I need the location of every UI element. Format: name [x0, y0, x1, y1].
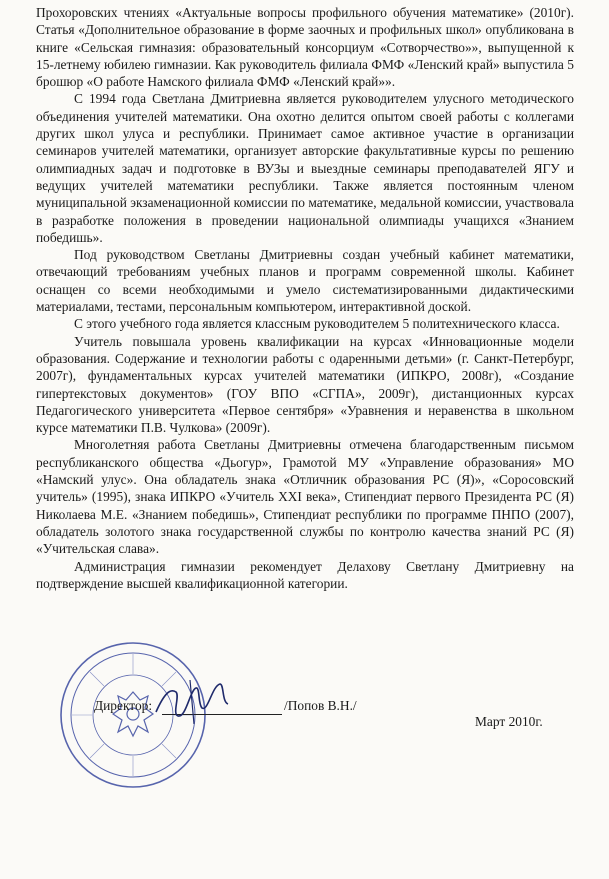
paragraph-7: Администрация гимназии рекомендует Делахову Светлану Дмитриевну на подтверждение высшей квалификационной категории. [36, 558, 574, 591]
paragraph-4: С этого учебного года является классным руководителем 5 политехнического класса. [74, 316, 560, 332]
paragraph-3: Под руководством Светланы Дмитриевны создан учебный кабинет математики, отвечающий требованиям учебных планов и программ современной школы. Кабинет оснащен со всеми необходимыми и умело систематизированными дидактическими материалами, тестами, персональным компьютером, интерактивной доской. [36, 247, 574, 315]
paragraph-2: С 1994 года Светлана Дмитриевна является руководителем улусного методического объединения учителей математики. Она охотно делится опытом своей работы с коллегами других школ улуса и республики. Принимает самое активное участие в организации семинаров учителей математики, организует авторские факультативные курсы по решению олимпиадных задач и подготовке в ВУЗы и выездные семинары преподавателей ЯГУ и ведущих учителей математики республики. Также является постоянным членом муниципальной экзаменационной комиссии по математике, медальной комиссии, участвовала в разработке положения в проведении национальной олимпиады учащихся «Знанием победишь». [36, 91, 574, 245]
document-date: Март 2010г. [475, 714, 543, 729]
document-body [36, 4, 574, 592]
paragraph-5: Учитель повышала уровень квалификации на курсах «Инновационные модели образования. Содержание и технологии работы с одаренными детьми» (г. Санкт-Петербург, 2007г), фундаментальных курсах учителей математики (ИПКРО, 2008г), «Создание гипертекстовых документов» (ГОУ ВПО «СГПА», 2009г), дистанционных курсах Педагогического университета «Первое сентября» «Уравнения и неравенства в школьном курсе математики П.В. Чулкова» (2009г). [36, 333, 574, 436]
handwritten-signature [150, 674, 240, 730]
paragraph-1: Прохоровских чтениях «Актуальные вопросы профильного обучения математике» (2010г). Статья «Дополнительное образование в форме заочных и профильных школ» опубликована в книге «Сельская гимназия: образовательный консорциум «Сотворчество»», выпущенной к 15-летнему юбилею гимназии. Как руководитель филиала ФМФ «Ленский край» выпустила 5 брошюр «О работе Намского филиала ФМФ «Ленский край»». [36, 5, 574, 90]
signer-name: /Попов В.Н./ [284, 698, 357, 713]
paragraph-6: Многолетняя работа Светланы Дмитриевны отмечена благодарственным письмом республиканского общества «Дьогур», Грамотой МУ «Управление образования» МО «Намский улус». Она обладатель знака «Отличник образования РС (Я)», «Соросовский учитель» (1995), знака ИПКРО «Учитель XXI века», Стипендиат первого Президента РС (Я) Николаева М.Е. «Знанием победишь», Стипендиат республики по программе ПНПО (2007), обладатель золотого знака государственной службы по контролю качества знаний РС (Я) «Учительская слава». [36, 437, 574, 557]
signature-label: Директор: [94, 698, 153, 713]
